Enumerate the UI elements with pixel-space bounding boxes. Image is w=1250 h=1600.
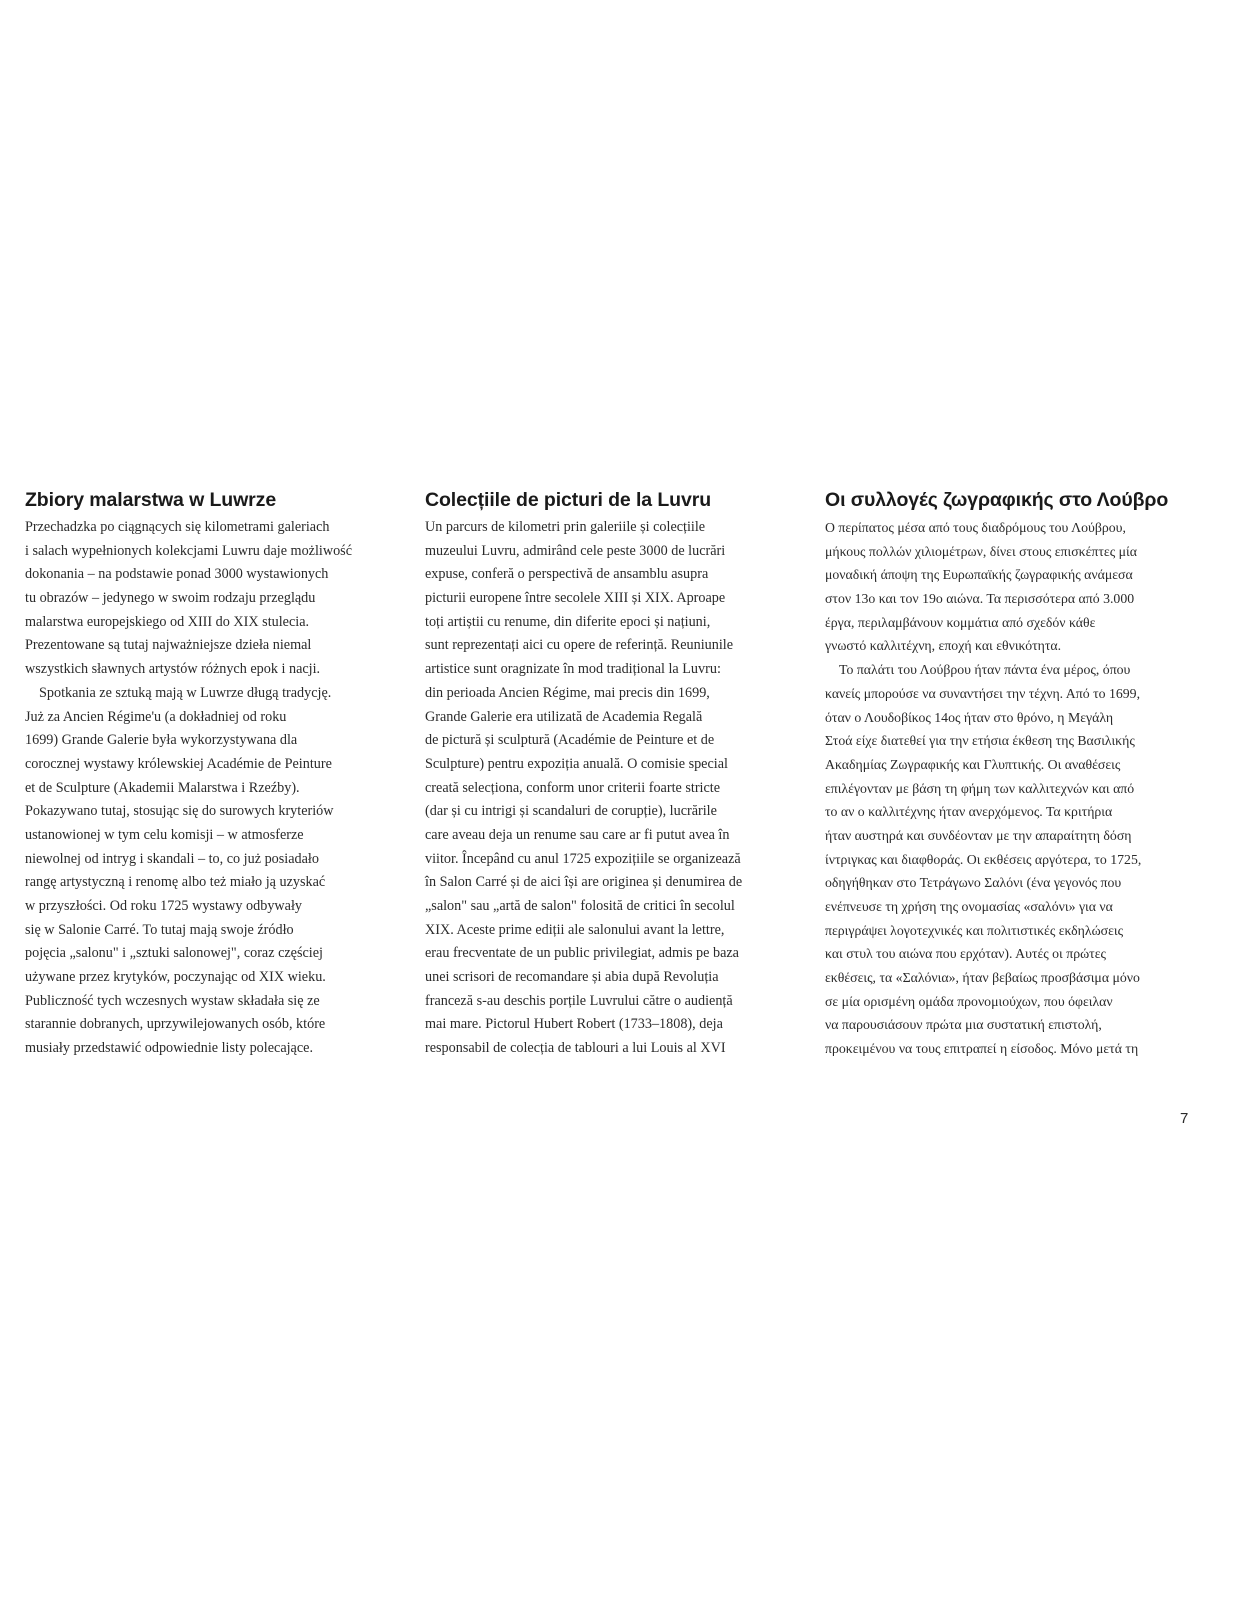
text-line: προκειμένου να τους επιτραπεί η είσοδος. Μόνο μετά τη bbox=[825, 1041, 1139, 1057]
text-line: Publiczność tych wczesnych wystaw składała się ze bbox=[25, 992, 320, 1009]
text-line: erau frecventate de un public privilegiat, admis pe baza bbox=[425, 945, 739, 962]
text-line: starannie dobranych, uprzywilejowanych osób, które bbox=[25, 1016, 326, 1033]
text-line: 1699) Grande Galerie była wykorzystywana dla bbox=[25, 732, 298, 749]
text-line: Już za Ancien Régime'u (a dokładniej od roku bbox=[25, 708, 287, 725]
text-line: Ακαδημίας Ζωγραφικής και Γλυπτικής. Οι αναθέσεις bbox=[825, 756, 1121, 772]
text-line: care aveau deja un renume sau care ar fi putut avea în bbox=[425, 826, 730, 843]
text-line: artistice sunt oragnizate în mod tradițional la Luvru: bbox=[425, 661, 721, 678]
column-body bbox=[425, 516, 793, 1061]
column-heading: Colecțiile de picturi de la Luvru bbox=[425, 489, 712, 511]
column-greek bbox=[825, 486, 1197, 1061]
text-line: μοναδική άποψη της Ευρωπαϊκής ζωγραφικής ανάμεσα bbox=[825, 567, 1133, 583]
text-line: ustanowionej w tym celu komisji – w atmosferze bbox=[25, 826, 304, 843]
text-line: i salach wypełnionych kolekcjami Luwru daje możliwość bbox=[25, 542, 353, 559]
text-line: pojęcia „salonu" i „sztuki salonowej", coraz częściej bbox=[25, 945, 323, 962]
text-line: niewolnej od intryg i skandali – to, co już posiadało bbox=[25, 850, 319, 867]
text-line: XIX. Aceste prime ediții ale salonului avant la lettre, bbox=[425, 921, 725, 938]
text-line: Un parcurs de kilometri prin galeriile și colecțiile bbox=[425, 519, 706, 535]
text-line: κανείς μπορούσε να συναντήσει την τέχνη. Από το 1699, bbox=[825, 685, 1141, 701]
text-line: franceză s-au deschis porțile Luvrului către o audiență bbox=[425, 992, 733, 1009]
text-line: οδηγήθηκαν στο Τετράγωνο Σαλόνι (ένα γεγονός που bbox=[825, 875, 1122, 891]
text-line: και στυλ του αιώνα που ερχόταν). Αυτές οι πρώτες bbox=[825, 946, 1106, 962]
column-body bbox=[825, 516, 1197, 1061]
text-line: w przyszłości. Od roku 1725 wystawy odbywały bbox=[25, 898, 303, 914]
text-line: έργα, περιλαμβάνουν κομμάτια από σχεδόν κάθε bbox=[825, 614, 1096, 630]
text-line: unei scrisori de recomandare și abia după Revoluția bbox=[425, 969, 719, 986]
text-line: de pictură și sculptură (Académie de Peinture et de bbox=[425, 732, 715, 749]
text-line: viitor. Începând cu anul 1725 expozițiile se organizează bbox=[425, 850, 741, 867]
text-line: picturii europene între secolele XIII și XIX. Aproape bbox=[425, 590, 726, 607]
text-line: wszystkich sławnych artystów różnych epok i nacji. bbox=[25, 661, 321, 678]
text-line: muzeului Luvru, admirând cele peste 3000 de lucrări bbox=[425, 542, 726, 559]
text-line: Το παλάτι του Λούβρου ήταν πάντα ένα μέρος, όπου bbox=[839, 662, 1131, 678]
column-heading: Zbiory malarstwa w Luwrze bbox=[25, 489, 277, 511]
text-line: mai mare. Pictorul Hubert Robert (1733–1808), deja bbox=[425, 1016, 723, 1033]
column-polish bbox=[25, 486, 393, 1061]
text-line: να παρουσιάσουν πρώτα μια συστατική επιστολή, bbox=[825, 1017, 1102, 1033]
text-line: ίντριγκας και διαφθοράς. Οι εκθέσεις αργότερα, το 1725, bbox=[825, 851, 1142, 867]
text-line: się w Salonie Carré. To tutaj mają swoje źródło bbox=[25, 921, 294, 938]
text-line: Ο περίπατος μέσα από τους διαδρόμους του Λούβρου, bbox=[825, 520, 1126, 535]
text-line: Przechadzka po ciągnących się kilometrami galeriach bbox=[25, 519, 330, 535]
text-line: Sculpture) pentru expoziția anuală. O comisie special bbox=[425, 755, 728, 772]
text-line: μήκους πολλών χιλιομέτρων, δίνει στους επισκέπτες μία bbox=[825, 543, 1137, 559]
text-line: Στοά είχε διατεθεί για την ετήσια έκθεση της Βασιλικής bbox=[825, 733, 1135, 749]
text-line: toți artiștii cu renume, din diferite epoci și națiuni, bbox=[425, 613, 711, 630]
text-line: sunt reprezentați aici cu opere de referință. Reuniunile bbox=[425, 637, 734, 654]
text-line: dokonania – na podstawie ponad 3000 wystawionych bbox=[25, 566, 329, 583]
text-line: Pokazywano tutaj, stosując się do surowych kryteriów bbox=[25, 803, 334, 820]
text-line: responsabil de colecția de tablouri a lui Louis al XVI bbox=[425, 1040, 726, 1057]
text-line: (dar și cu intrigi și scandaluri de corupție), lucrările bbox=[425, 803, 717, 820]
text-line: musiały przedstawić odpowiednie listy polecające. bbox=[25, 1040, 313, 1057]
text-line: creată selecționa, conform unor criterii foarte stricte bbox=[425, 779, 721, 796]
text-line: όταν ο Λουδοβίκος 14ος ήταν στο θρόνο, η Μεγάλη bbox=[825, 709, 1114, 725]
text-line: εκθέσεις, τα «Σαλόνια», ήταν βεβαίως προσβάσιμα μόνο bbox=[825, 970, 1140, 986]
text-line: corocznej wystawy królewskiej Académie de Peinture bbox=[25, 755, 332, 772]
column-romanian bbox=[425, 486, 793, 1061]
text-line: rangę artystyczną i renomę albo też miało ją uzyskać bbox=[25, 874, 326, 891]
text-line: ενέπνευσε τη χρήση της ονομασίας «σαλόνι» για να bbox=[825, 899, 1113, 914]
text-line: το αν ο καλλιτέχνης ήταν ανερχόμενος. Τα κριτήρια bbox=[825, 804, 1113, 820]
text-line: malarstwa europejskiego od XIII do XIX stulecia. bbox=[25, 613, 310, 630]
text-line: et de Sculpture (Akademii Malarstwa i Rzeźby). bbox=[25, 779, 300, 796]
column-body bbox=[25, 516, 393, 1061]
text-line: tu obrazów – jedynego w swoim rodzaju przeglądu bbox=[25, 590, 316, 607]
text-line: Grande Galerie era utilizată de Academia Regală bbox=[425, 708, 703, 725]
text-line: din perioada Ancien Régime, mai precis din 1699, bbox=[425, 684, 710, 701]
text-line: περιγράψει λογοτεχνικές και πολιτιστικές εκδηλώσεις bbox=[825, 922, 1124, 938]
text-line: στον 13ο και τον 19ο αιώνα. Τα περισσότερα από 3.000 bbox=[825, 591, 1135, 607]
column-heading: Οι συλλογές ζωγραφικής στο Λούβρο bbox=[825, 489, 1169, 511]
text-line: γνωστό καλλιτέχνη, εποχή και εθνικότητα. bbox=[825, 638, 1062, 654]
text-line: σε μία ορισμένη ομάδα προνομιούχων, που όφειλαν bbox=[825, 993, 1113, 1009]
page-number: 7 bbox=[1180, 1110, 1189, 1127]
text-line: Spotkania ze sztuką mają w Luwrze długą tradycję. bbox=[39, 684, 332, 701]
text-line: επιλέγονταν με βάση τη φήμη των καλλιτεχνών και από bbox=[825, 780, 1135, 796]
text-line: ήταν αυστηρά και συνδέονταν με την απαραίτητη δόση bbox=[825, 827, 1132, 843]
text-line: „salon" sau „artă de salon" folosită de critici în secolul bbox=[425, 898, 735, 914]
text-line: expuse, conferă o perspectivă de ansamblu asupra bbox=[425, 566, 709, 583]
text-line: Prezentowane są tutaj najważniejsze dzieła niemal bbox=[25, 637, 312, 654]
text-line: używane przez krytyków, poczynając od XIX wieku. bbox=[25, 969, 326, 986]
text-line: în Salon Carré și de aici își are originea și denumirea de bbox=[425, 874, 743, 891]
